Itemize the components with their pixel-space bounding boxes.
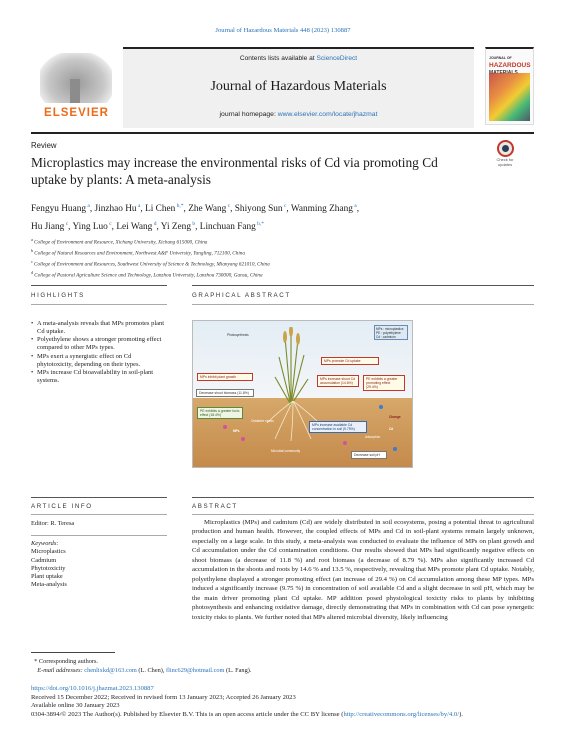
keywords-label: Keywords: bbox=[31, 540, 59, 548]
author-name[interactable]: Zhe Wang bbox=[188, 204, 227, 215]
keyword-item: Plant uptake bbox=[31, 573, 63, 581]
journal-title: Journal of Hazardous Materials bbox=[210, 79, 387, 94]
article-title: Microplastics may increase the environmental risks of Cd via promoting Cd uptake by plants: A meta-analysis bbox=[31, 155, 438, 187]
author-affiliation-mark[interactable]: a bbox=[352, 203, 357, 209]
available-online: Available online 30 January 2023 bbox=[31, 702, 120, 710]
check-for-updates-button[interactable]: Check for updates bbox=[490, 140, 520, 174]
author-name[interactable]: Lei Wang bbox=[116, 221, 153, 232]
author-affiliation-mark[interactable]: c bbox=[282, 203, 287, 209]
highlights-list bbox=[31, 320, 167, 386]
ga-promote-uptake: MPs promote Cd uptake bbox=[321, 357, 379, 365]
sciencedirect-link[interactable]: ScienceDirect bbox=[316, 55, 358, 62]
author-name[interactable]: Hu Jiang bbox=[31, 221, 65, 232]
ga-inhibit-growth: MPs inhibit plant growth bbox=[197, 373, 253, 381]
journal-citation[interactable]: Journal of Hazardous Materials 448 (2023) 130887 bbox=[215, 27, 351, 34]
ga-oxidative: Oxidative stress bbox=[251, 419, 274, 423]
article-info-rule bbox=[31, 497, 167, 498]
ga-change: Change bbox=[389, 415, 401, 419]
highlights-rule bbox=[31, 285, 167, 286]
author-name[interactable]: Wanming Zhang bbox=[290, 204, 353, 215]
tree-logo-icon bbox=[40, 53, 112, 103]
affiliation-item: $^b$ College of Natural Resources and Environment, Northwest A&F University, Yangling, 712100, China bbox=[31, 247, 245, 257]
author-affiliation-mark[interactable]: c bbox=[64, 220, 69, 227]
journal-cover[interactable] bbox=[485, 47, 534, 125]
author-affiliation-mark[interactable]: b bbox=[190, 220, 196, 227]
ga-adsorption: Adsorption bbox=[365, 435, 381, 439]
publication-metadata bbox=[31, 685, 551, 719]
elsevier-logo bbox=[31, 47, 122, 126]
graphical-abstract-figure[interactable] bbox=[192, 320, 413, 468]
abstract-text: Microplastics (MPs) and cadmium (Cd) are widely distributed in soil ecosystems, posing a potential threat to agricultural production and human health. However, the coupled effects of MPs and Cd in soil-plant systems remain largely unknown, especially on a large scale. In this study, a meta-analysis was conducted to evaluate the influence of MPs on plant growth and Cd accumulation under the Cd contamination conditions. Our results showed that MPs had significantly negative effects on shoot biomass (a decrease of 11.8 %) and root biomass (a decrease of 8.79 %). MPs also significantly increased Cd accumulation in the shoots and roots by 14.6 % and 13.5 %, respectively, revealing that MPs promote plant Cd uptake. Notably, polyethylene displayed a stronger promoting effect (an increase of 29.4 %) on Cd accumulation among these MP types. MPs induced a significantly increase (9.75 %) in concentration of soil available Cd and a slight decrease in soil pH, which may be the main driver promoting plant Cd uptake. MP addition posed physiological toxicity risks to plants by inhibiting photosynthesis and enhancing oxidative damage, directly demonstrating that MPs in combination with Cd can pose synergetic toxicity risks to plants. We further noted that MPs altered microbial diversity, likely influencing bbox=[192, 519, 534, 621]
cd-particle-icon bbox=[379, 405, 383, 409]
editor-divider bbox=[31, 535, 167, 536]
article-info-heading: ARTICLE INFO bbox=[31, 503, 93, 510]
plant-illustration bbox=[271, 327, 311, 405]
abstract-heading: ABSTRACT bbox=[192, 503, 238, 510]
ga-legend-item: MPs : microplastics bbox=[376, 327, 404, 331]
ga-photosynthesis: Photosynthesis bbox=[227, 333, 249, 337]
graphical-abstract-rule bbox=[192, 285, 534, 286]
article-info bbox=[31, 518, 167, 589]
highlight-item: • Polyethylene shows a stronger promoting effect compared to other MPs types. bbox=[31, 336, 167, 352]
ga-mps-label: MPs bbox=[233, 429, 240, 433]
abstract-body bbox=[192, 518, 534, 622]
affiliation-mark: a bbox=[31, 237, 35, 242]
affiliation-item: $^c$ College of Environment and Resources, Southwest University of Science & Technology, Mianyang 621010, China bbox=[31, 258, 270, 268]
keyword-item: Phytotoxicity bbox=[31, 564, 66, 572]
authors-line-1: Fengyu Huang $^a$, Jinzhao Hu $^a$, Li Chen $^{b,*}$, Zhe Wang $^c$, Shiyong Sun $^c$, Wanming Zhang $^a$, bbox=[31, 203, 360, 215]
author-name[interactable]: Shiyong Sun bbox=[234, 204, 283, 215]
check-updates-icon bbox=[497, 140, 514, 157]
highlight-item: • MPs exert a synergistic effect on Cd phytotoxicity, depending on their types. bbox=[31, 353, 167, 369]
received-dates: Received 15 December 2022; Received in revised form 13 January 2023; Accepted 26 January 2023 bbox=[31, 693, 296, 701]
highlights-subrule bbox=[31, 304, 167, 305]
email-addresses: E-mail addresses: chenlixkd@163.com (L. Chen), flinc629@hotmail.com (L. Fang). bbox=[37, 667, 252, 674]
license-text: 0304-3894/© 2023 The Author(s). Published by Elsevier B.V. This is an open access article under the CC BY license (http://creativecommons.org/licenses/by/4.0/). bbox=[31, 710, 463, 718]
journal-homepage: journal homepage: www.elsevier.com/locate/jhazmat bbox=[219, 111, 378, 118]
cover-title: JOURNAL OF HAZARDOUS bbox=[489, 56, 531, 69]
keyword-item: Microplastics bbox=[31, 548, 66, 556]
author-affiliation-mark[interactable]: b,* bbox=[255, 220, 265, 227]
highlight-item: • MPs increase Cd bioavailability in soil-plant systems. bbox=[31, 369, 167, 385]
author-affiliation-mark[interactable]: b,* bbox=[175, 203, 184, 209]
authors-line-2: Hu Jiang $^c$, Ying Luo $^c$, Lei Wang $^d$, Yi Zeng $^b$, Linchuan Fang $^{b,*}$ bbox=[31, 220, 265, 232]
affiliation-mark: d bbox=[31, 269, 35, 275]
author-name[interactable]: Jinzhao Hu bbox=[94, 204, 137, 215]
author-name[interactable]: Linchuan Fang bbox=[199, 221, 256, 232]
license-link[interactable]: http://creativecommons.org/licenses/by/4.0/ bbox=[343, 710, 460, 718]
author-affiliation-mark[interactable]: a bbox=[136, 203, 141, 209]
contents-available: Contents lists available at ScienceDirect bbox=[239, 55, 358, 62]
ga-legend-item: Cd : cadmium bbox=[376, 335, 396, 339]
keywords-list bbox=[31, 548, 167, 589]
mps-particle-icon bbox=[223, 425, 227, 429]
elsevier-wordmark: ELSEVIER bbox=[44, 107, 109, 119]
corresponding-authors: * Corresponding authors. bbox=[31, 658, 98, 665]
author-name[interactable]: Yi Zeng bbox=[160, 221, 191, 232]
affiliations bbox=[31, 236, 531, 280]
mps-particle-icon bbox=[343, 441, 347, 445]
footnote-rule bbox=[31, 652, 115, 653]
author-list bbox=[31, 199, 501, 234]
affiliation-item: $^d$ College of Pastoral Agriculture Science and Technology, Lanzhou University, Lanzhou 730000, Gansu, China bbox=[31, 269, 263, 279]
highlight-item: • A meta-analysis reveals that MPs promotes plant Cd uptake. bbox=[31, 320, 167, 336]
author-affiliation-mark[interactable]: c bbox=[107, 220, 112, 227]
ga-pe-toxicity: PE exhibits a greater toxic effect (18.4%) bbox=[197, 407, 243, 419]
email-link-fang[interactable]: flinc629@hotmail.com bbox=[166, 667, 225, 674]
homepage-link[interactable]: www.elsevier.com/locate/jhazmat bbox=[277, 111, 378, 118]
cd-particle-icon bbox=[393, 447, 397, 451]
affiliation-mark: b bbox=[31, 247, 35, 253]
header-divider bbox=[31, 132, 534, 134]
footnote bbox=[31, 657, 531, 675]
journal-header-panel bbox=[123, 47, 474, 128]
article-type: Review bbox=[31, 141, 57, 150]
keyword-item: Meta-analysis bbox=[31, 581, 67, 589]
ga-microbial: Microbial community bbox=[271, 449, 301, 453]
editor: Editor: R. Teresa bbox=[31, 520, 75, 527]
ga-decrease-biomass: Decrease shoot biomass (11.8%) bbox=[196, 389, 254, 397]
highlights-heading: HIGHLIGHTS bbox=[31, 292, 85, 299]
abstract-rule bbox=[192, 497, 534, 498]
article-info-subrule bbox=[31, 514, 167, 515]
mps-particle-icon bbox=[241, 437, 245, 441]
ga-cd-label: Cd bbox=[389, 427, 394, 431]
ga-increase-accumulation: MPs increase shoot Cd accumulation (14.6%) bbox=[317, 375, 359, 387]
ga-increase-availability: MPs increase available Cd concentration in soil (9.75%) bbox=[309, 421, 367, 433]
author-name[interactable]: Fengyu Huang bbox=[31, 204, 87, 215]
author-name[interactable]: Li Chen bbox=[145, 204, 176, 215]
author-name[interactable]: Ying Luo bbox=[72, 221, 108, 232]
doi-link[interactable]: https://doi.org/10.1016/j.jhazmat.2023.130887 bbox=[31, 685, 154, 692]
graphical-abstract-subrule bbox=[192, 304, 534, 305]
author-affiliation-mark[interactable]: c bbox=[226, 203, 231, 209]
affiliation-item: $^a$ College of Environment and Resource, Xichang University, Xichang 615000, China bbox=[31, 237, 208, 246]
graphical-abstract-heading: GRAPHICAL ABSTRACT bbox=[192, 292, 291, 299]
ga-soil-ph: Decrease soil pH bbox=[351, 451, 387, 459]
ga-pe-stronger: PE exhibits a greater promoting effect (29.4%) bbox=[363, 375, 405, 391]
ga-legend-item: PE : polyethylene bbox=[376, 331, 401, 335]
affiliation-mark: c bbox=[31, 258, 35, 264]
email-link-chen[interactable]: chenlixkd@163.com bbox=[84, 667, 137, 674]
cover-image bbox=[489, 73, 530, 121]
author-affiliation-mark[interactable]: a bbox=[86, 203, 90, 209]
abstract-subrule bbox=[192, 514, 534, 515]
author-affiliation-mark[interactable]: d bbox=[152, 220, 157, 227]
keyword-item: Cadmium bbox=[31, 556, 57, 564]
ga-legend bbox=[374, 325, 408, 340]
